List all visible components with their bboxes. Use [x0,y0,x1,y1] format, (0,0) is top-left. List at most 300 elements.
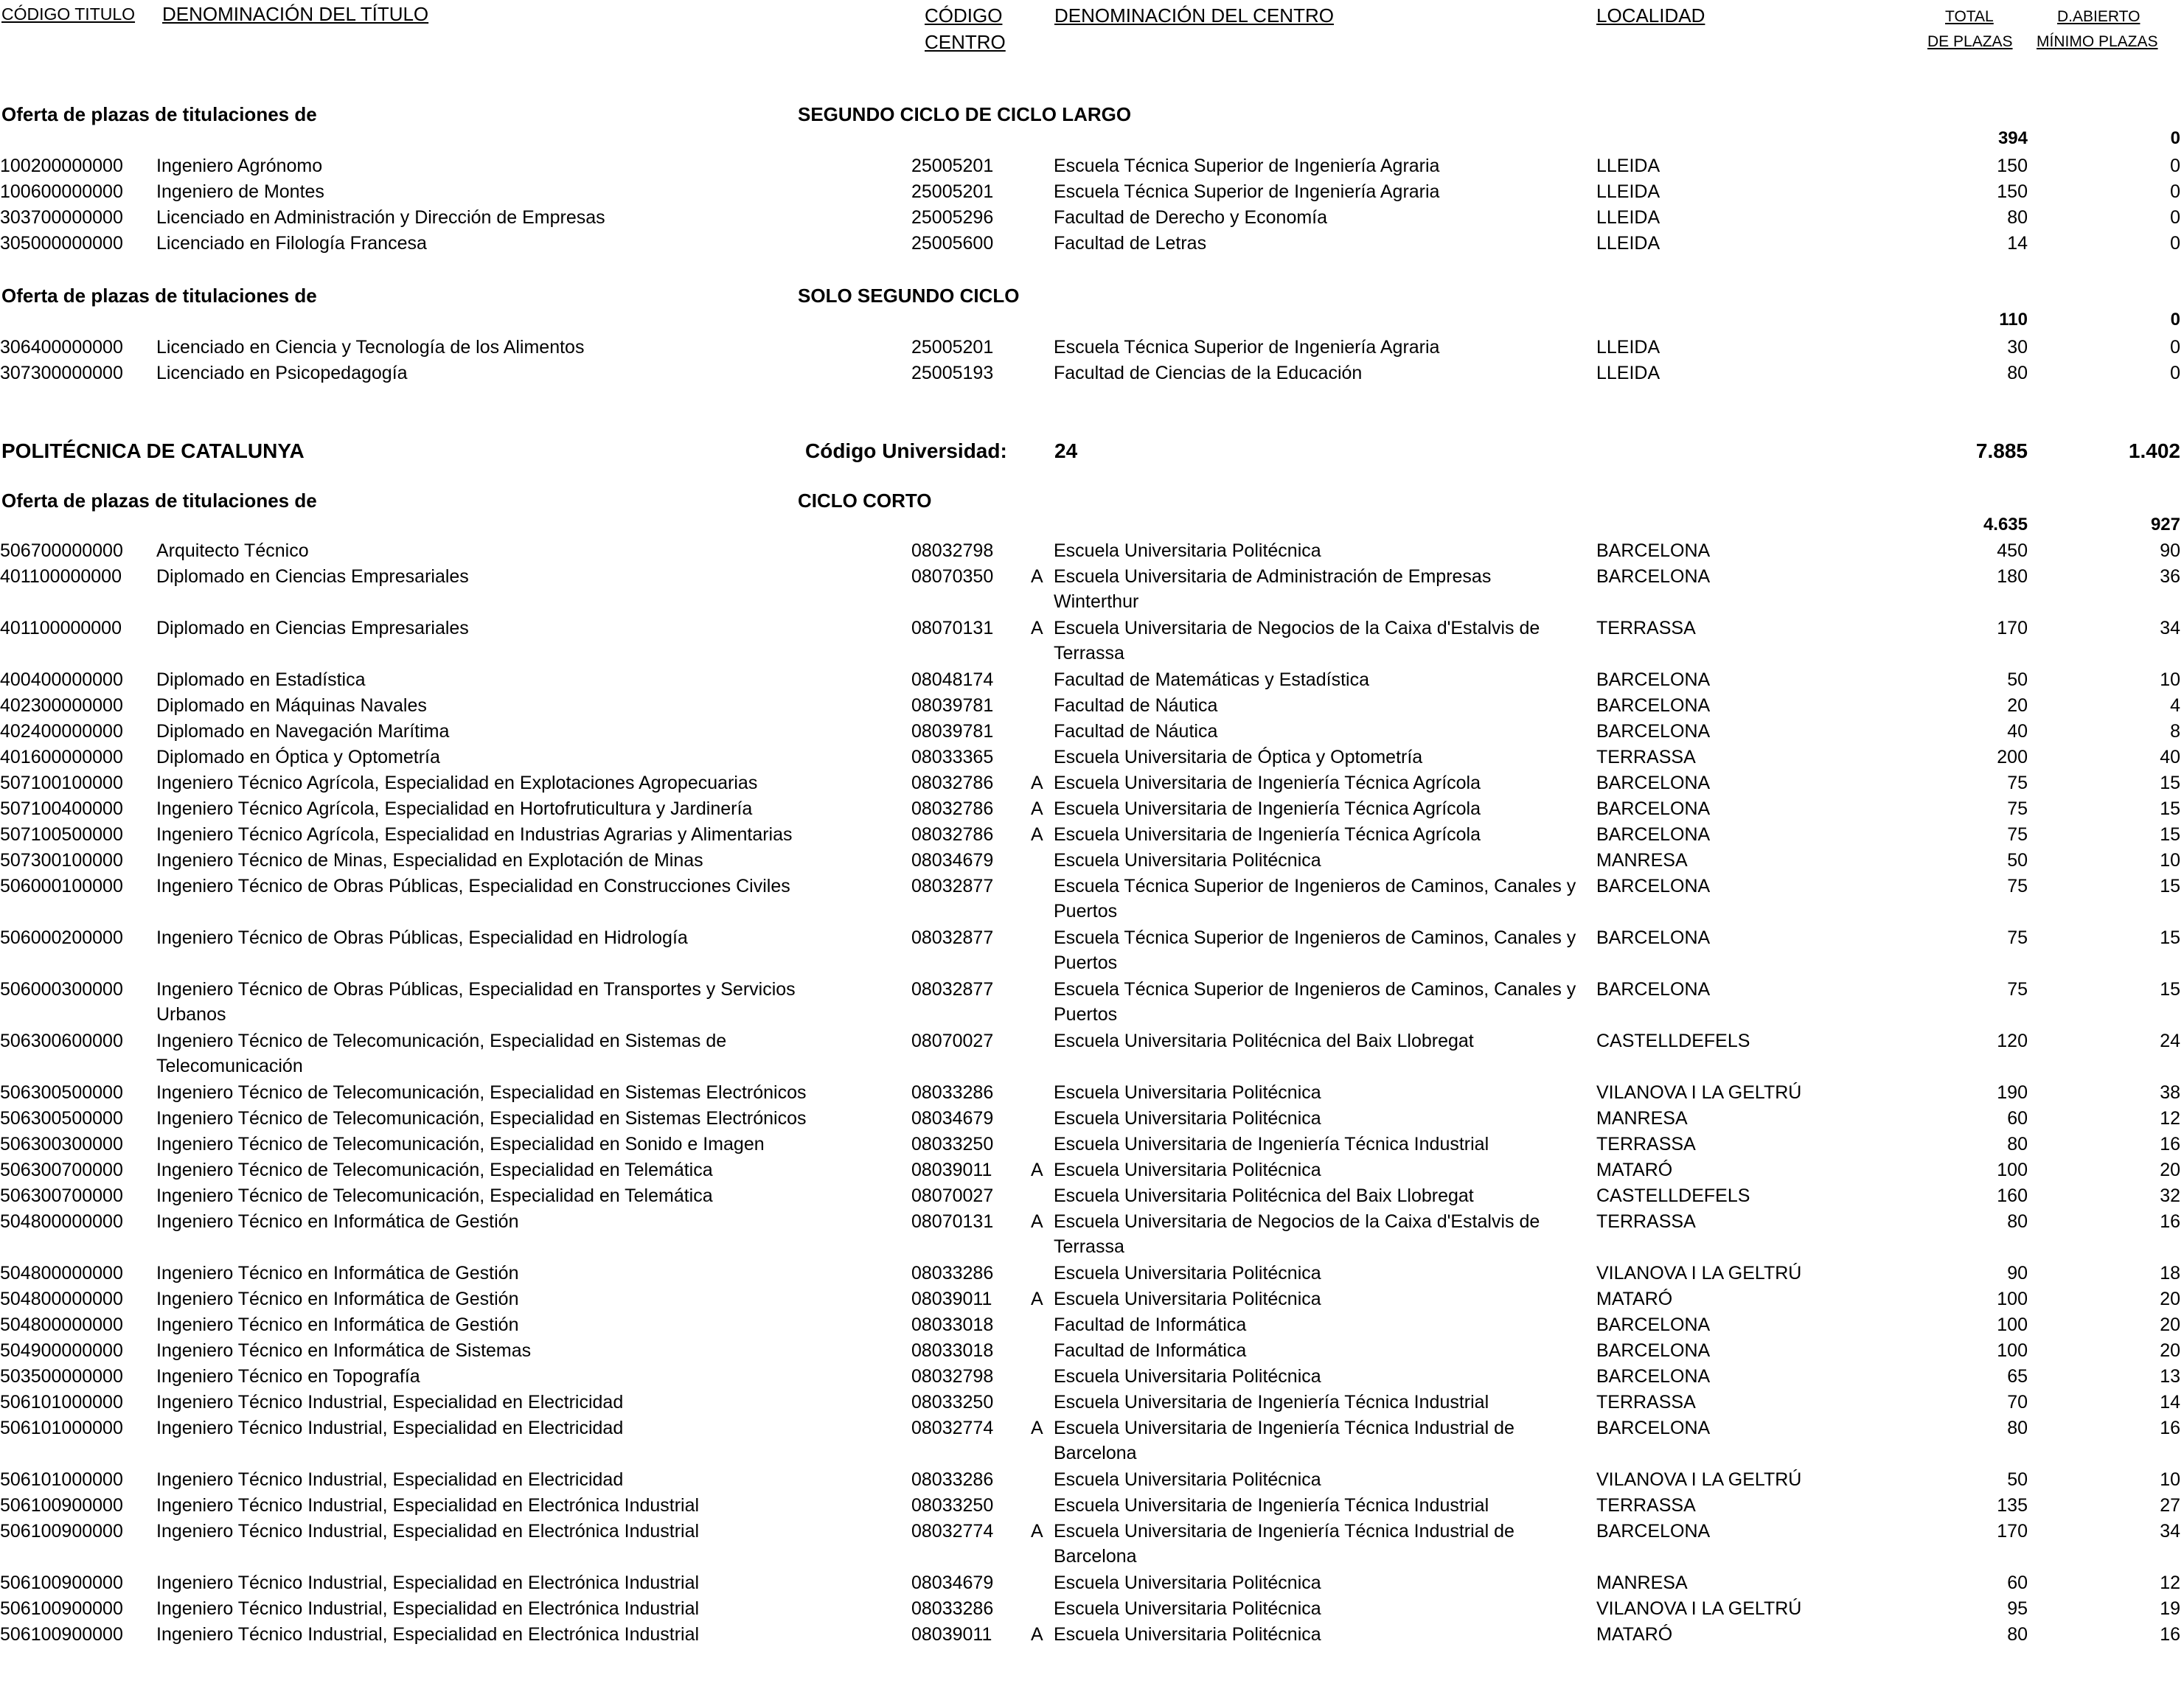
row-locality: MANRESA [1596,850,1688,871]
row-minimo-plazas: 15 [2160,927,2180,948]
row-code: 401100000000 [0,618,122,638]
row-center-name: Escuela Técnica Superior de Ingenieros de Caminos, Canales y Puertos [1054,979,1576,1025]
row-minimo-plazas: 15 [2160,979,2180,1000]
row-locality: TERRASSA [1596,1495,1696,1516]
row-locality: BARCELONA [1596,876,1711,896]
section-totals [0,310,2184,333]
section-label: Oferta de plazas de titulaciones de [1,285,317,307]
row-code: 506101000000 [0,1418,123,1438]
row-center-name: Escuela Técnica Superior de Ingeniería Agraria [1054,156,1440,176]
section-label: Oferta de plazas de titulaciones de [1,103,317,125]
row-locality: BARCELONA [1596,540,1711,561]
row-minimo-plazas: 0 [2170,337,2180,358]
row-center-code: 08033250 [911,1392,994,1413]
section-name: SEGUNDO CICLO DE CICLO LARGO [798,103,1132,125]
row-code: 307300000000 [0,363,123,383]
row-title: Ingeniero de Montes [156,181,324,202]
table-row [0,205,2184,230]
row-title: Ingeniero Agrónomo [156,156,323,176]
row-minimo-plazas: 38 [2160,1082,2180,1103]
row-center-name: Escuela Universitaria de Negocios de la Caixa d'Estalvis de Terrassa [1054,618,1540,664]
table-row [0,1157,2184,1183]
row-locality: LLEIDA [1596,233,1660,254]
row-title: Diplomado en Óptica y Optometría [156,747,440,767]
row-title: Diplomado en Navegación Marítima [156,721,450,742]
row-minimo-plazas: 34 [2160,618,2180,638]
row-code: 401600000000 [0,747,123,767]
row-title: Ingeniero Técnico de Telecomunicación, Especialidad en Telemática [156,1185,713,1206]
header-codigo-titulo: CÓDIGO TITULO [1,4,136,24]
row-code: 506300500000 [0,1108,123,1129]
row-total-plazas: 75 [2007,927,2028,948]
row-center-code: 08033286 [911,1598,994,1619]
section-totals [0,515,2184,538]
row-center-code: 08032774 [911,1521,994,1542]
section-heading [0,490,2184,516]
row-total-plazas: 75 [2007,979,2028,1000]
row-locality: VILANOVA I LA GELTRÚ [1596,1263,1802,1284]
row-minimo-plazas: 27 [2160,1495,2180,1516]
row-minimo-plazas: 16 [2160,1134,2180,1155]
university-minimo: 1.402 [2128,439,2180,462]
row-code: 100200000000 [0,156,123,176]
row-locality: BARCELONA [1596,1366,1711,1387]
table-row [0,693,2184,718]
row-title: Ingeniero Técnico Agrícola, Especialidad en Hortofruticultura y Jardinería [156,798,753,819]
row-locality: LLEIDA [1596,156,1660,176]
row-total-plazas: 50 [2007,1469,2028,1490]
row-title: Ingeniero Técnico de Telecomunicación, Especialidad en Sistemas Electrónicos [156,1082,807,1103]
table-row [0,1596,2184,1621]
table-row [0,1312,2184,1337]
row-center-name: Escuela Universitaria Politécnica [1054,1573,1321,1593]
table-row [0,1338,2184,1363]
row-minimo-plazas: 18 [2160,1263,2180,1284]
table-row [0,745,2184,770]
row-minimo-plazas: 15 [2160,876,2180,896]
table-row [0,361,2184,386]
row-minimo-plazas: 0 [2170,181,2180,202]
row-title: Licenciado en Psicopedagogía [156,363,408,383]
row-minimo-plazas: 4 [2170,695,2180,716]
row-center-name: Escuela Universitaria de Ingeniería Técnica Industrial [1054,1495,1489,1516]
header-denominacion-centro: DENOMINACIÓN DEL CENTRO [1054,4,1334,27]
table-row [0,770,2184,795]
section-total-plazas: 110 [1999,310,2028,330]
row-title: Ingeniero Técnico en Informática de Gestión [156,1263,519,1284]
header-denominacion-titulo: DENOMINACIÓN DEL TÍTULO [162,3,429,25]
table-row [0,1390,2184,1415]
row-code: 305000000000 [0,233,123,254]
table-row [0,1570,2184,1595]
row-minimo-plazas: 0 [2170,233,2180,254]
row-total-plazas: 90 [2007,1263,2028,1284]
table-row [0,667,2184,692]
section-heading [0,285,2184,311]
row-center-code: 08033250 [911,1495,994,1516]
row-center-name: Escuela Universitaria de Ingeniería Técnica Industrial de Barcelona [1054,1418,1514,1463]
table-row [0,1261,2184,1286]
row-center-name: Escuela Universitaria Politécnica [1054,1160,1321,1180]
row-locality: VILANOVA I LA GELTRÚ [1596,1082,1802,1103]
row-center-name: Escuela Universitaria de Negocios de la Caixa d'Estalvis de Terrassa [1054,1211,1540,1257]
table-row [0,822,2184,847]
row-minimo-plazas: 0 [2170,156,2180,176]
row-minimo-plazas: 10 [2160,850,2180,871]
row-code: 506101000000 [0,1392,123,1413]
row-mark: A [1031,566,1043,587]
section-minimo-plazas: 927 [2150,515,2180,534]
row-mark: A [1031,1521,1043,1542]
row-center-code: 08032877 [911,876,994,896]
row-center-code: 08034679 [911,1573,994,1593]
row-locality: MATARÓ [1596,1289,1673,1309]
row-center-code: 08033286 [911,1469,994,1490]
row-title: Ingeniero Técnico Industrial, Especialidad en Electricidad [156,1392,624,1413]
row-title: Ingeniero Técnico en Informática de Gestión [156,1289,519,1309]
row-code: 507100100000 [0,773,123,793]
row-code: 506100900000 [0,1598,123,1619]
row-title: Ingeniero Técnico de Obras Públicas, Especialidad en Hidrología [156,927,688,948]
row-center-name: Escuela Universitaria Politécnica [1054,540,1321,561]
row-center-name: Escuela Técnica Superior de Ingeniería Agraria [1054,337,1440,358]
row-center-code: 08039011 [911,1160,992,1180]
row-locality: CASTELLDEFELS [1596,1185,1750,1206]
row-minimo-plazas: 12 [2160,1108,2180,1129]
row-code: 504800000000 [0,1289,123,1309]
table-row [0,1106,2184,1131]
row-locality: BARCELONA [1596,1418,1711,1438]
row-total-plazas: 75 [2007,824,2028,845]
row-title: Ingeniero Técnico de Telecomunicación, Especialidad en Sonido e Imagen [156,1134,765,1155]
row-total-plazas: 30 [2007,337,2028,358]
row-center-name: Escuela Universitaria Politécnica [1054,1366,1321,1387]
row-total-plazas: 80 [2007,1418,2028,1438]
row-center-code: 08032786 [911,798,994,819]
university-code: 24 [1054,439,1078,462]
row-center-code: 08033018 [911,1340,994,1361]
row-minimo-plazas: 16 [2160,1624,2180,1645]
row-mark: A [1031,798,1043,819]
table-row [0,1080,2184,1105]
row-center-name: Escuela Universitaria Politécnica [1054,850,1321,871]
row-locality: VILANOVA I LA GELTRÚ [1596,1598,1802,1619]
row-code: 506100900000 [0,1521,123,1542]
row-locality: VILANOVA I LA GELTRÚ [1596,1469,1802,1490]
header-total-2: DE PLAZAS [1927,33,2013,50]
row-locality: TERRASSA [1596,1392,1696,1413]
row-minimo-plazas: 13 [2160,1366,2180,1387]
row-total-plazas: 80 [2007,363,2028,383]
row-center-name: Escuela Universitaria Politécnica [1054,1289,1321,1309]
row-locality: MANRESA [1596,1573,1688,1593]
section-name: SOLO SEGUNDO CICLO [798,285,1020,307]
row-code: 506101000000 [0,1469,123,1490]
table-row [0,1622,2184,1647]
row-minimo-plazas: 16 [2160,1418,2180,1438]
row-center-code: 08039781 [911,721,994,742]
row-code: 401100000000 [0,566,122,587]
row-center-name: Escuela Universitaria Politécnica [1054,1598,1321,1619]
row-code: 306400000000 [0,337,123,358]
row-locality: BARCELONA [1596,824,1711,845]
row-title: Diplomado en Ciencias Empresariales [156,566,469,587]
row-code: 506300600000 [0,1031,123,1051]
row-center-code: 08032877 [911,979,994,1000]
row-total-plazas: 100 [1997,1289,2028,1309]
row-center-name: Facultad de Informática [1054,1340,1247,1361]
row-title: Ingeniero Técnico en Informática de Gestión [156,1211,519,1232]
row-center-name: Escuela Universitaria de Administración de Empresas Winterthur [1054,566,1492,612]
row-center-name: Escuela Universitaria Politécnica [1054,1624,1321,1645]
row-locality: MATARÓ [1596,1160,1673,1180]
university-code-label: Código Universidad: [805,439,1007,462]
row-center-name: Escuela Universitaria de Ingeniería Técnica Agrícola [1054,773,1481,793]
row-title: Diplomado en Ciencias Empresariales [156,618,469,638]
row-code: 506000300000 [0,979,123,1000]
row-total-plazas: 60 [2007,1573,2028,1593]
row-total-plazas: 75 [2007,876,2028,896]
row-title: Ingeniero Técnico Industrial, Especialidad en Electrónica Industrial [156,1521,700,1542]
row-total-plazas: 50 [2007,669,2028,690]
row-locality: BARCELONA [1596,1340,1711,1361]
row-code: 504800000000 [0,1211,123,1232]
row-center-code: 08070131 [911,618,994,638]
row-center-code: 25005201 [911,181,994,202]
row-center-name: Escuela Universitaria Politécnica [1054,1082,1321,1103]
row-code: 402400000000 [0,721,123,742]
row-locality: LLEIDA [1596,363,1660,383]
row-total-plazas: 120 [1997,1031,2028,1051]
row-minimo-plazas: 0 [2170,207,2180,228]
row-total-plazas: 20 [2007,695,2028,716]
row-locality: BARCELONA [1596,979,1711,1000]
table-row [0,848,2184,873]
row-mark: A [1031,1624,1043,1645]
row-total-plazas: 150 [1997,156,2028,176]
row-title: Ingeniero Técnico de Telecomunicación, Especialidad en Sistemas Electrónicos [156,1108,807,1129]
row-locality: MATARÓ [1596,1624,1673,1645]
row-title: Ingeniero Técnico Industrial, Especialidad en Electricidad [156,1469,624,1490]
row-center-name: Facultad de Ciencias de la Educación [1054,363,1363,383]
row-title: Ingeniero Técnico Industrial, Especialidad en Electrónica Industrial [156,1624,700,1645]
row-minimo-plazas: 16 [2160,1211,2180,1232]
row-center-code: 08033286 [911,1263,994,1284]
row-total-plazas: 100 [1997,1160,2028,1180]
row-title: Licenciado en Ciencia y Tecnología de los Alimentos [156,337,585,358]
row-center-code: 08039011 [911,1289,992,1309]
table-row [0,1493,2184,1518]
table-row [0,1209,2184,1259]
row-title: Ingeniero Técnico de Obras Públicas, Especialidad en Construcciones Civiles [156,876,790,896]
row-center-code: 08070027 [911,1031,994,1051]
row-mark: A [1031,618,1043,638]
table-row [0,1183,2184,1208]
row-code: 504800000000 [0,1314,123,1335]
row-title: Ingeniero Técnico Industrial, Especialidad en Electrónica Industrial [156,1495,700,1516]
row-center-name: Escuela Técnica Superior de Ingeniería Agraria [1054,181,1440,202]
table-row [0,335,2184,360]
header-codigo-centro-2: CENTRO [925,31,1006,53]
row-minimo-plazas: 10 [2160,1469,2180,1490]
section-heading [0,103,2184,130]
row-center-name: Facultad de Náutica [1054,721,1218,742]
row-minimo-plazas: 34 [2160,1521,2180,1542]
table-row [0,231,2184,256]
row-title: Licenciado en Filología Francesa [156,233,427,254]
row-code: 506300500000 [0,1082,123,1103]
row-title: Ingeniero Técnico Industrial, Especialidad en Electrónica Industrial [156,1573,700,1593]
row-locality: BARCELONA [1596,798,1711,819]
row-minimo-plazas: 90 [2160,540,2180,561]
row-total-plazas: 190 [1997,1082,2028,1103]
row-code: 504800000000 [0,1263,123,1284]
row-code: 506100900000 [0,1573,123,1593]
table-row [0,1519,2184,1569]
row-locality: BARCELONA [1596,669,1711,690]
row-center-code: 08033286 [911,1082,994,1103]
row-title: Ingeniero Técnico Agrícola, Especialidad en Industrias Agrarias y Alimentarias [156,824,793,845]
header-codigo-centro: CÓDIGO [925,4,1003,27]
row-center-code: 08032798 [911,1366,994,1387]
row-code: 506100900000 [0,1624,123,1645]
row-code: 507300100000 [0,850,123,871]
row-title: Licenciado en Administración y Dirección de Empresas [156,207,605,228]
row-locality: BARCELONA [1596,566,1711,587]
row-center-name: Escuela Universitaria de Ingeniería Técnica Industrial [1054,1392,1489,1413]
row-center-code: 08032877 [911,927,994,948]
table-row [0,796,2184,821]
header-localidad: LOCALIDAD [1596,4,1705,27]
row-total-plazas: 150 [1997,181,2028,202]
row-code: 504900000000 [0,1340,123,1361]
row-center-name: Escuela Universitaria de Ingeniería Técnica Industrial de Barcelona [1054,1521,1514,1567]
section-name: CICLO CORTO [798,490,932,512]
row-title: Ingeniero Técnico de Minas, Especialidad en Explotación de Minas [156,850,703,871]
row-center-name: Escuela Universitaria de Óptica y Optometría [1054,747,1423,767]
row-total-plazas: 180 [1997,566,2028,587]
row-center-code: 08039011 [911,1624,992,1645]
row-total-plazas: 50 [2007,850,2028,871]
row-center-name: Facultad de Letras [1054,233,1207,254]
row-locality: LLEIDA [1596,337,1660,358]
row-mark: A [1031,1160,1043,1180]
university-name: POLITÉCNICA DE CATALUNYA [1,439,305,462]
row-code: 506000200000 [0,927,123,948]
row-code: 506700000000 [0,540,123,561]
row-minimo-plazas: 20 [2160,1289,2180,1309]
row-center-code: 08033250 [911,1134,994,1155]
row-title: Ingeniero Técnico de Telecomunicación, Especialidad en Sistemas de Telecomunicación [156,1031,727,1076]
row-code: 303700000000 [0,207,123,228]
table-row [0,1364,2184,1389]
row-minimo-plazas: 24 [2160,1031,2180,1051]
row-title: Ingeniero Técnico de Obras Públicas, Especialidad en Transportes y Servicios Urbanos [156,979,796,1025]
row-total-plazas: 80 [2007,1211,2028,1232]
row-minimo-plazas: 40 [2160,747,2180,767]
section-total-plazas: 4.635 [1983,515,2028,534]
row-center-code: 08032798 [911,540,994,561]
row-locality: BARCELONA [1596,1314,1711,1335]
row-total-plazas: 200 [1997,747,2028,767]
row-total-plazas: 160 [1997,1185,2028,1206]
university-total: 7.885 [1975,439,2028,462]
row-code: 402300000000 [0,695,123,716]
row-minimo-plazas: 15 [2160,824,2180,845]
row-locality: BARCELONA [1596,773,1711,793]
table-row [0,874,2184,924]
row-center-code: 08070027 [911,1185,994,1206]
row-center-name: Facultad de Náutica [1054,695,1218,716]
row-mark: A [1031,1289,1043,1309]
row-center-name: Escuela Universitaria de Ingeniería Técnica Agrícola [1054,824,1481,845]
header-abierto: D.ABIERTO [2057,8,2140,25]
row-minimo-plazas: 0 [2170,363,2180,383]
table-row [0,977,2184,1027]
row-center-code: 08032774 [911,1418,994,1438]
row-minimo-plazas: 15 [2160,798,2180,819]
row-center-name: Escuela Universitaria de Ingeniería Técnica Industrial [1054,1134,1489,1155]
table-row [0,719,2184,744]
row-minimo-plazas: 15 [2160,773,2180,793]
row-code: 507100400000 [0,798,123,819]
row-center-name: Escuela Universitaria de Ingeniería Técnica Agrícola [1054,798,1481,819]
row-minimo-plazas: 20 [2160,1340,2180,1361]
row-total-plazas: 80 [2007,1624,2028,1645]
header-total: TOTAL [1945,8,1994,25]
table-row [0,538,2184,563]
row-center-code: 08070131 [911,1211,994,1232]
row-total-plazas: 75 [2007,798,2028,819]
row-center-name: Facultad de Derecho y Economía [1054,207,1328,228]
row-minimo-plazas: 12 [2160,1573,2180,1593]
row-minimo-plazas: 20 [2160,1160,2180,1180]
row-code: 503500000000 [0,1366,123,1387]
row-center-code: 25005201 [911,156,994,176]
row-center-name: Escuela Universitaria Politécnica [1054,1469,1321,1490]
row-total-plazas: 70 [2007,1392,2028,1413]
row-total-plazas: 14 [2007,233,2028,254]
row-title: Ingeniero Técnico Industrial, Especialidad en Electricidad [156,1418,624,1438]
row-title: Ingeniero Técnico en Informática de Sistemas [156,1340,532,1361]
row-mark: A [1031,1418,1043,1438]
row-total-plazas: 135 [1997,1495,2028,1516]
row-title: Ingeniero Técnico en Informática de Gestión [156,1314,519,1335]
row-center-name: Escuela Técnica Superior de Ingenieros de Caminos, Canales y Puertos [1054,927,1576,973]
row-center-code: 08033365 [911,747,994,767]
row-locality: MANRESA [1596,1108,1688,1129]
table-row [0,179,2184,204]
row-total-plazas: 170 [1997,1521,2028,1542]
row-code: 506000100000 [0,876,123,896]
row-mark: A [1031,1211,1043,1232]
row-locality: LLEIDA [1596,207,1660,228]
row-minimo-plazas: 19 [2160,1598,2180,1619]
row-center-code: 25005201 [911,337,994,358]
row-total-plazas: 40 [2007,721,2028,742]
row-center-code: 08032786 [911,824,994,845]
row-total-plazas: 60 [2007,1108,2028,1129]
row-minimo-plazas: 14 [2160,1392,2180,1413]
table-row [0,1028,2184,1079]
row-center-code: 08034679 [911,850,994,871]
table-row [0,564,2184,614]
row-code: 506300700000 [0,1185,123,1206]
row-center-code: 08039781 [911,695,994,716]
row-title: Ingeniero Técnico Agrícola, Especialidad en Explotaciones Agropecuarias [156,773,758,793]
row-minimo-plazas: 36 [2160,566,2180,587]
row-locality: TERRASSA [1596,747,1696,767]
